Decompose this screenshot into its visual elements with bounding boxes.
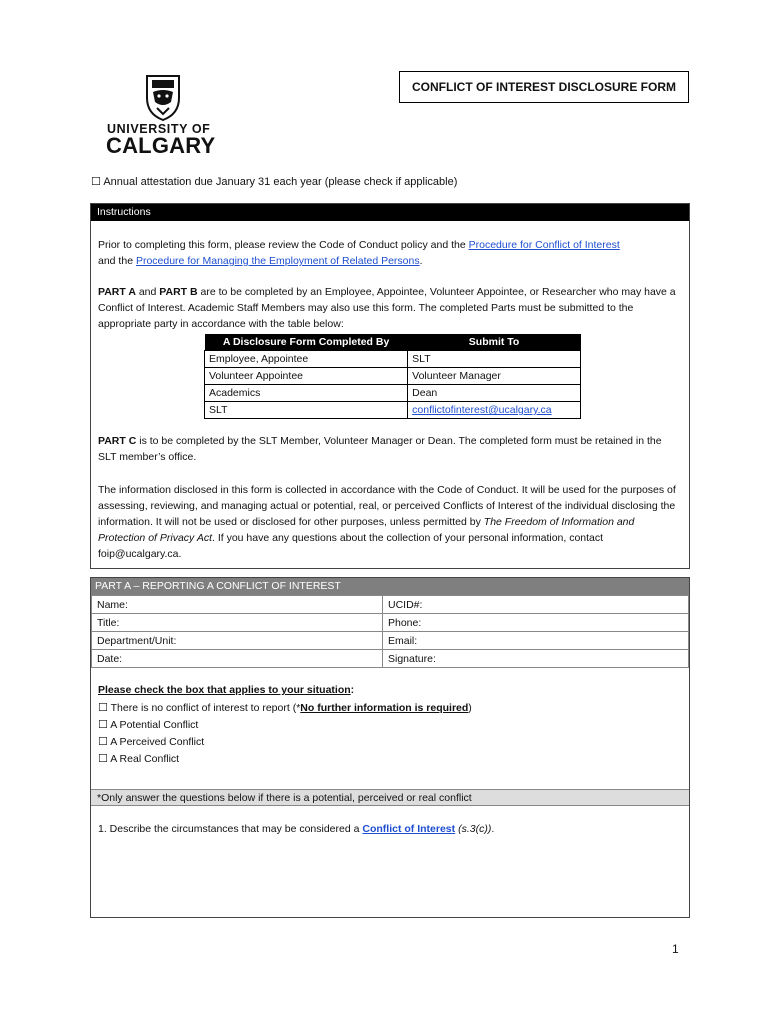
table-cell <box>408 402 581 419</box>
q1-reference: (s.3(c)) <box>455 823 492 835</box>
signature-field[interactable]: Signature: <box>383 650 689 668</box>
field-row <box>92 632 689 650</box>
table-header-completed-by: A Disclosure Form Completed By <box>205 334 408 351</box>
instructions-paragraph-3 <box>98 433 682 465</box>
conflict-of-interest-link[interactable]: Conflict of Interest <box>362 823 456 835</box>
page-number: 1 <box>672 942 679 956</box>
field-row <box>92 614 689 632</box>
p2-text: are to be completed by an Employee, Appointee, Volunteer Appointee, or Researcher who may have a Conflict of Interest. Academic Staff Members may also use this form. The completed Parts must be submitted to the appropriate party in accordance with the table below: <box>98 286 676 330</box>
procedure-coi-link[interactable]: Procedure for Conflict of Interest <box>468 239 620 251</box>
question-1 <box>98 823 494 835</box>
perceived-checkbox[interactable]: ☐ <box>98 735 108 748</box>
part-a-label: PART A <box>98 286 136 298</box>
real-checkbox[interactable]: ☐ <box>98 752 108 765</box>
p1-text: Prior to completing this form, please review the Code of Conduct policy and the <box>98 239 469 251</box>
no-further-info: No further information is required <box>300 702 469 714</box>
table-header-submit-to: Submit To <box>408 334 581 351</box>
option-no-conflict[interactable] <box>98 699 472 717</box>
table-cell: Academics <box>205 385 408 402</box>
table-row <box>205 402 581 419</box>
attestation-checkbox[interactable]: ☐ <box>91 175 101 188</box>
check-heading-text: Please check the box that applies to your situation <box>98 684 351 696</box>
check-heading-colon: : <box>350 684 355 696</box>
option-real[interactable] <box>98 750 179 768</box>
logo-line1: UNIVERSITY OF <box>107 122 211 136</box>
p4-end: . If you have any questions about the collection of your personal information, contact foip@ucalgary.ca. <box>98 532 604 560</box>
email-field[interactable]: Email: <box>383 632 689 650</box>
table-cell: Volunteer Manager <box>408 368 581 385</box>
phone-field[interactable]: Phone: <box>383 614 689 632</box>
instructions-header: Instructions <box>91 204 689 221</box>
table-row <box>205 368 581 385</box>
part-a-header: PART A – REPORTING A CONFLICT OF INTEREST <box>91 578 689 595</box>
q1-text: 1. Describe the circumstances that may be considered a <box>98 823 363 835</box>
option-perceived[interactable] <box>98 733 204 751</box>
instructions-section <box>90 203 690 569</box>
no-conflict-checkbox[interactable]: ☐ <box>98 701 108 714</box>
no-conflict-end: ) <box>468 702 472 714</box>
table-cell: SLT <box>408 351 581 368</box>
name-field[interactable]: Name: <box>92 596 383 614</box>
annual-attestation <box>91 175 457 188</box>
submission-table <box>204 334 581 419</box>
potential-checkbox[interactable]: ☐ <box>98 718 108 731</box>
attestation-label: Annual attestation due January 31 each year (please check if applicable) <box>103 176 458 188</box>
table-cell: Volunteer Appointee <box>205 368 408 385</box>
real-label: A Real Conflict <box>110 753 180 765</box>
title-field[interactable]: Title: <box>92 614 383 632</box>
potential-label: A Potential Conflict <box>110 719 199 731</box>
perceived-label: A Perceived Conflict <box>110 736 205 748</box>
part-c-label: PART C <box>98 435 137 447</box>
table-cell: Employee, Appointee <box>205 351 408 368</box>
conditional-note: *Only answer the questions below if there is a potential, perceived or real conflict <box>91 789 689 806</box>
p4-text: The information disclosed in this form is collected in accordance with the Code of Conduct. It will be used for the purposes of assessing, reviewing, and managing actual or potential, real, or perceived Conflicts of Interest of the individual disclosing the information. It will not be used or disclosed for other purposes, unless permitted by <box>98 484 676 528</box>
university-crest-icon <box>143 72 183 122</box>
instructions-paragraph-4 <box>98 482 682 562</box>
instructions-paragraph-1 <box>98 237 682 269</box>
option-potential[interactable] <box>98 716 198 734</box>
department-field[interactable]: Department/Unit: <box>92 632 383 650</box>
table-cell: Dean <box>408 385 581 402</box>
and-text: and <box>135 286 160 298</box>
table-cell: SLT <box>205 402 408 419</box>
conflict-email-link[interactable]: conflictofinterest@ucalgary.ca <box>412 404 552 416</box>
q1-end: . <box>491 823 495 835</box>
logo-line2: CALGARY <box>106 133 216 158</box>
ucid-field[interactable]: UCID#: <box>383 596 689 614</box>
procedure-related-persons-link[interactable]: Procedure for Managing the Employment of Related Persons <box>135 255 420 267</box>
part-a-fields <box>91 595 689 668</box>
table-row <box>205 351 581 368</box>
no-conflict-label: There is no conflict of interest to report (* <box>110 702 301 714</box>
p1-mid-text: and the <box>98 255 136 267</box>
field-row <box>92 596 689 614</box>
field-row <box>92 650 689 668</box>
foip-act-name: The Freedom of Information and Protection of Privacy Act <box>98 516 635 544</box>
part-b-label: PART B <box>159 286 198 298</box>
part-a-section <box>90 577 690 918</box>
form-title: CONFLICT OF INTEREST DISCLOSURE FORM <box>399 71 689 103</box>
table-row <box>205 385 581 402</box>
date-field[interactable]: Date: <box>92 650 383 668</box>
instructions-paragraph-2 <box>98 284 682 332</box>
p3-text: is to be completed by the SLT Member, Volunteer Manager or Dean. The completed form must be retained in the SLT member’s office. <box>98 435 662 463</box>
p1-end: . <box>419 255 423 267</box>
check-heading <box>98 682 354 699</box>
